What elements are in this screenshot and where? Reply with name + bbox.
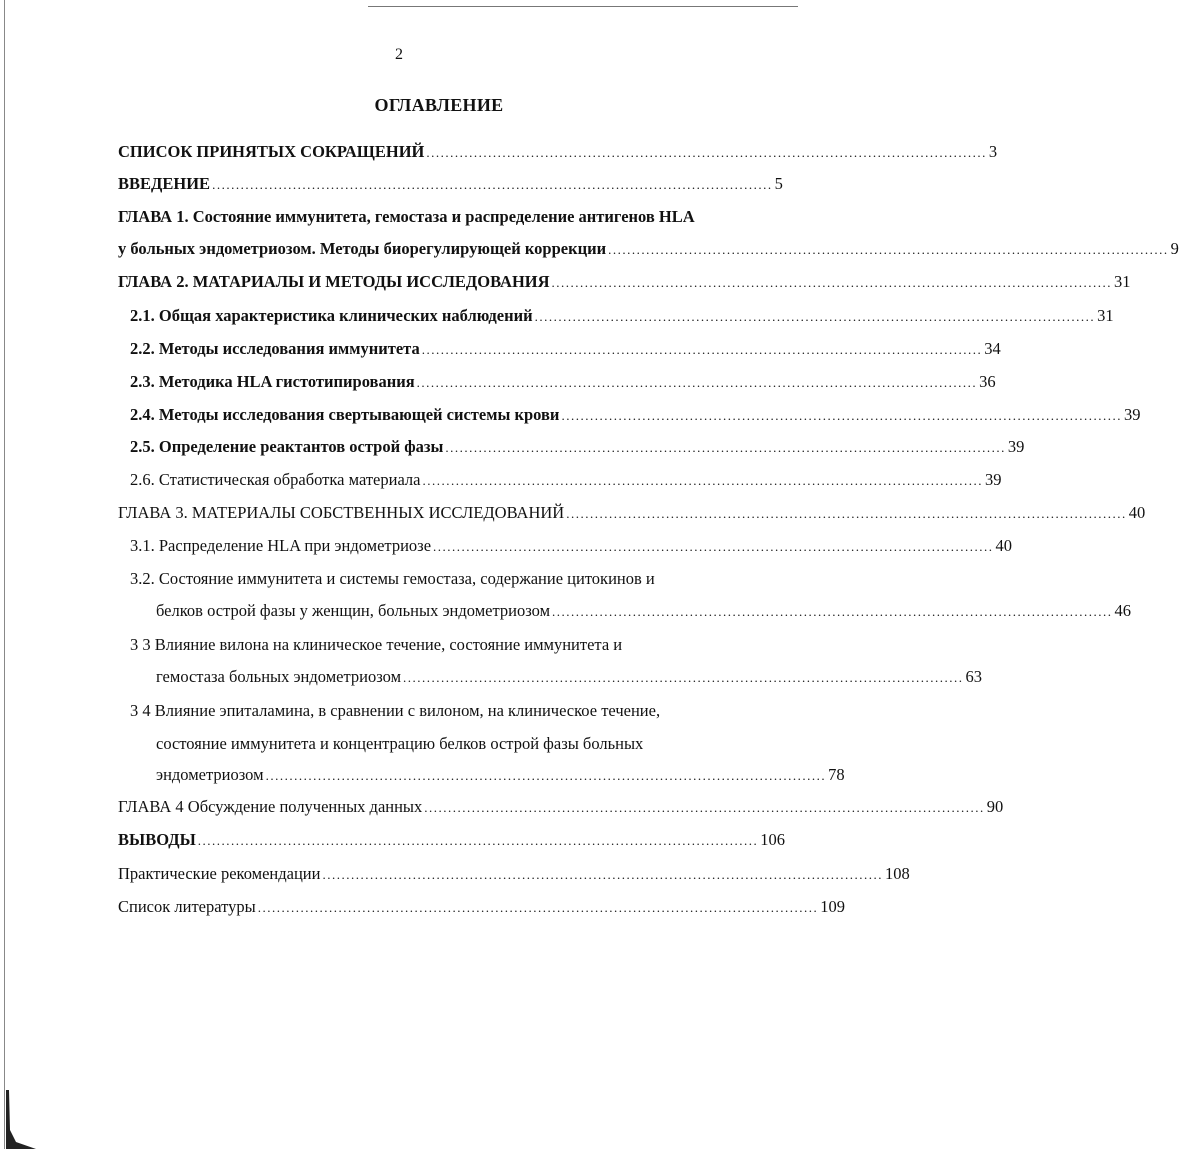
toc-label: 2.1. Общая характеристика клинических наблюдений bbox=[130, 306, 533, 325]
toc-entry-section-3-4-line2[interactable]: состояние иммунитета и концентрацию белков острой фазы больных bbox=[156, 734, 644, 753]
toc-entry-section-3-2-line1[interactable]: 3.2. Состояние иммунитета и системы гемостаза, содержание цитокинов и bbox=[130, 569, 655, 588]
toc-entry-chapter1-line1[interactable]: ГЛАВА 1. Состояние иммунитета, гемостаза и распределение антигенов HLA bbox=[118, 207, 695, 226]
toc-entry-recommendations[interactable] bbox=[118, 864, 910, 885]
toc-label: ГЛАВА 4 Обсуждение полученных данных bbox=[118, 797, 423, 816]
toc-label: 2.5. Определение реактантов острой фазы bbox=[130, 437, 444, 456]
toc-entry-chapter3[interactable] bbox=[118, 503, 1146, 524]
toc-entry-references[interactable] bbox=[118, 897, 845, 918]
toc-page: 90 bbox=[986, 797, 1004, 816]
toc-entry-abbreviations[interactable] bbox=[118, 142, 998, 163]
toc-page: 78 bbox=[828, 765, 845, 784]
toc-page: 36 bbox=[979, 372, 996, 391]
toc-label: белков острой фазы у женщин, больных эндометриозом bbox=[156, 601, 551, 620]
toc-entry-section-3-3[interactable] bbox=[156, 667, 983, 688]
toc-page: 109 bbox=[820, 897, 845, 916]
toc-page: 39 bbox=[984, 470, 1002, 489]
toc-entry-chapter1[interactable] bbox=[118, 239, 1179, 260]
doc-title: ОГЛАВЛЕНИЕ bbox=[374, 95, 504, 115]
toc-label: у больных эндометриозом. Методы биорегулирующей коррекции bbox=[118, 239, 607, 258]
toc-page: 39 bbox=[1123, 405, 1141, 424]
toc-label: 2.4. Методы исследования свертывающей системы крови bbox=[130, 405, 560, 424]
toc-entry-section-2-1[interactable] bbox=[130, 306, 1114, 327]
toc-entry-section-3-4-line1[interactable]: 3 4 Влияние эпиталамина, в сравнении с вилоном, на клиническое течение, bbox=[130, 701, 661, 720]
toc-label: 3.1. Распределение HLA при эндометриозе bbox=[130, 536, 432, 555]
toc-entry-introduction[interactable] bbox=[118, 174, 783, 195]
toc-label: Практические рекомендации bbox=[118, 864, 321, 883]
toc-page: 63 bbox=[965, 667, 983, 686]
toc-page: 31 bbox=[1114, 272, 1131, 291]
toc-leader: ...................................................................................................................... bbox=[551, 275, 1113, 290]
page-number: 2 bbox=[395, 46, 403, 63]
toc-label: 2.3. Методика HLA гистотипирования bbox=[130, 372, 415, 391]
toc-label: СПИСОК ПРИНЯТЫХ СОКРАЩЕНИЙ bbox=[118, 142, 425, 161]
toc-entry-chapter2[interactable] bbox=[118, 272, 1131, 293]
toc-entry-section-2-3[interactable] bbox=[130, 372, 996, 393]
toc-entry-section-2-4[interactable] bbox=[130, 405, 1141, 426]
scan-top-edge bbox=[368, 6, 798, 7]
toc-page: 46 bbox=[1114, 601, 1132, 620]
toc-leader: ...................................................................................................................... bbox=[403, 670, 964, 685]
scan-left-edge bbox=[4, 0, 5, 1149]
toc-leader: ...................................................................................................................... bbox=[212, 177, 773, 192]
toc-entry-section-3-3-line1[interactable]: 3 3 Влияние вилона на клиническое течение, состояние иммунитета и bbox=[130, 635, 623, 654]
toc-leader: ...................................................................................................................... bbox=[566, 506, 1127, 521]
toc-label: ГЛАВА 2. МАТАРИАЛЫ И МЕТОДЫ ИССЛЕДОВАНИЯ bbox=[118, 272, 550, 291]
toc-label: ВЫВОДЫ bbox=[118, 830, 196, 849]
toc-leader: ...................................................................................................................... bbox=[552, 604, 1113, 619]
toc-page: 34 bbox=[984, 339, 1001, 358]
toc-page: 5 bbox=[774, 174, 783, 193]
toc-leader: ...................................................................................................................... bbox=[424, 800, 985, 815]
toc-leader: ...................................................................................................................... bbox=[322, 867, 883, 882]
toc-page: 3 bbox=[988, 142, 998, 161]
toc-label: 2.2. Методы исследования иммунитета bbox=[130, 339, 420, 358]
toc-leader: ...................................................................................................................... bbox=[197, 833, 759, 848]
toc-page: 40 bbox=[1128, 503, 1146, 522]
toc-page: 108 bbox=[884, 864, 910, 883]
toc-label: гемостаза больных эндометриозом bbox=[156, 667, 402, 686]
toc-leader: ...................................................................................................................... bbox=[433, 539, 994, 554]
toc-leader: ...................................................................................................................... bbox=[257, 900, 819, 915]
toc-entry-conclusions[interactable] bbox=[118, 830, 786, 851]
toc-entry-section-2-5[interactable] bbox=[130, 437, 1025, 458]
toc-page: 39 bbox=[1007, 437, 1025, 456]
toc-leader: ...................................................................................................................... bbox=[421, 342, 983, 357]
toc-entry-section-2-2[interactable] bbox=[130, 339, 1001, 360]
toc-leader: ...................................................................................................................... bbox=[265, 768, 827, 783]
toc-leader: ...................................................................................................................... bbox=[608, 242, 1169, 257]
toc-leader: ...................................................................................................................... bbox=[426, 145, 987, 160]
toc-entry-chapter4[interactable] bbox=[118, 797, 1004, 818]
toc-label: ВВЕДЕНИЕ bbox=[118, 174, 211, 193]
toc-page: 40 bbox=[995, 536, 1013, 555]
toc-label: ГЛАВА 3. МАТЕРИАЛЫ СОБСТВЕННЫХ ИССЛЕДОВАНИЙ bbox=[118, 503, 565, 522]
toc-label: эндометриозом bbox=[156, 765, 264, 784]
toc-entry-section-2-6[interactable] bbox=[130, 470, 1002, 491]
toc-leader: ...................................................................................................................... bbox=[416, 375, 978, 390]
toc-entry-section-3-1[interactable] bbox=[130, 536, 1013, 557]
toc-page: 9 bbox=[1170, 239, 1179, 258]
toc-label: 2.6. Статистическая обработка материала bbox=[130, 470, 421, 489]
toc-entry-section-3-4[interactable] bbox=[156, 765, 845, 786]
toc-page: 106 bbox=[760, 830, 786, 849]
toc-leader: ...................................................................................................................... bbox=[561, 408, 1122, 423]
toc-entry-section-3-2[interactable] bbox=[156, 601, 1132, 622]
toc-leader: ...................................................................................................................... bbox=[445, 440, 1006, 455]
toc-leader: ...................................................................................................................... bbox=[534, 309, 1096, 324]
toc-page: 31 bbox=[1097, 306, 1114, 325]
toc-label: Список литературы bbox=[118, 897, 256, 916]
scan-corner-mark bbox=[6, 1090, 36, 1149]
toc-leader: ...................................................................................................................... bbox=[422, 473, 983, 488]
